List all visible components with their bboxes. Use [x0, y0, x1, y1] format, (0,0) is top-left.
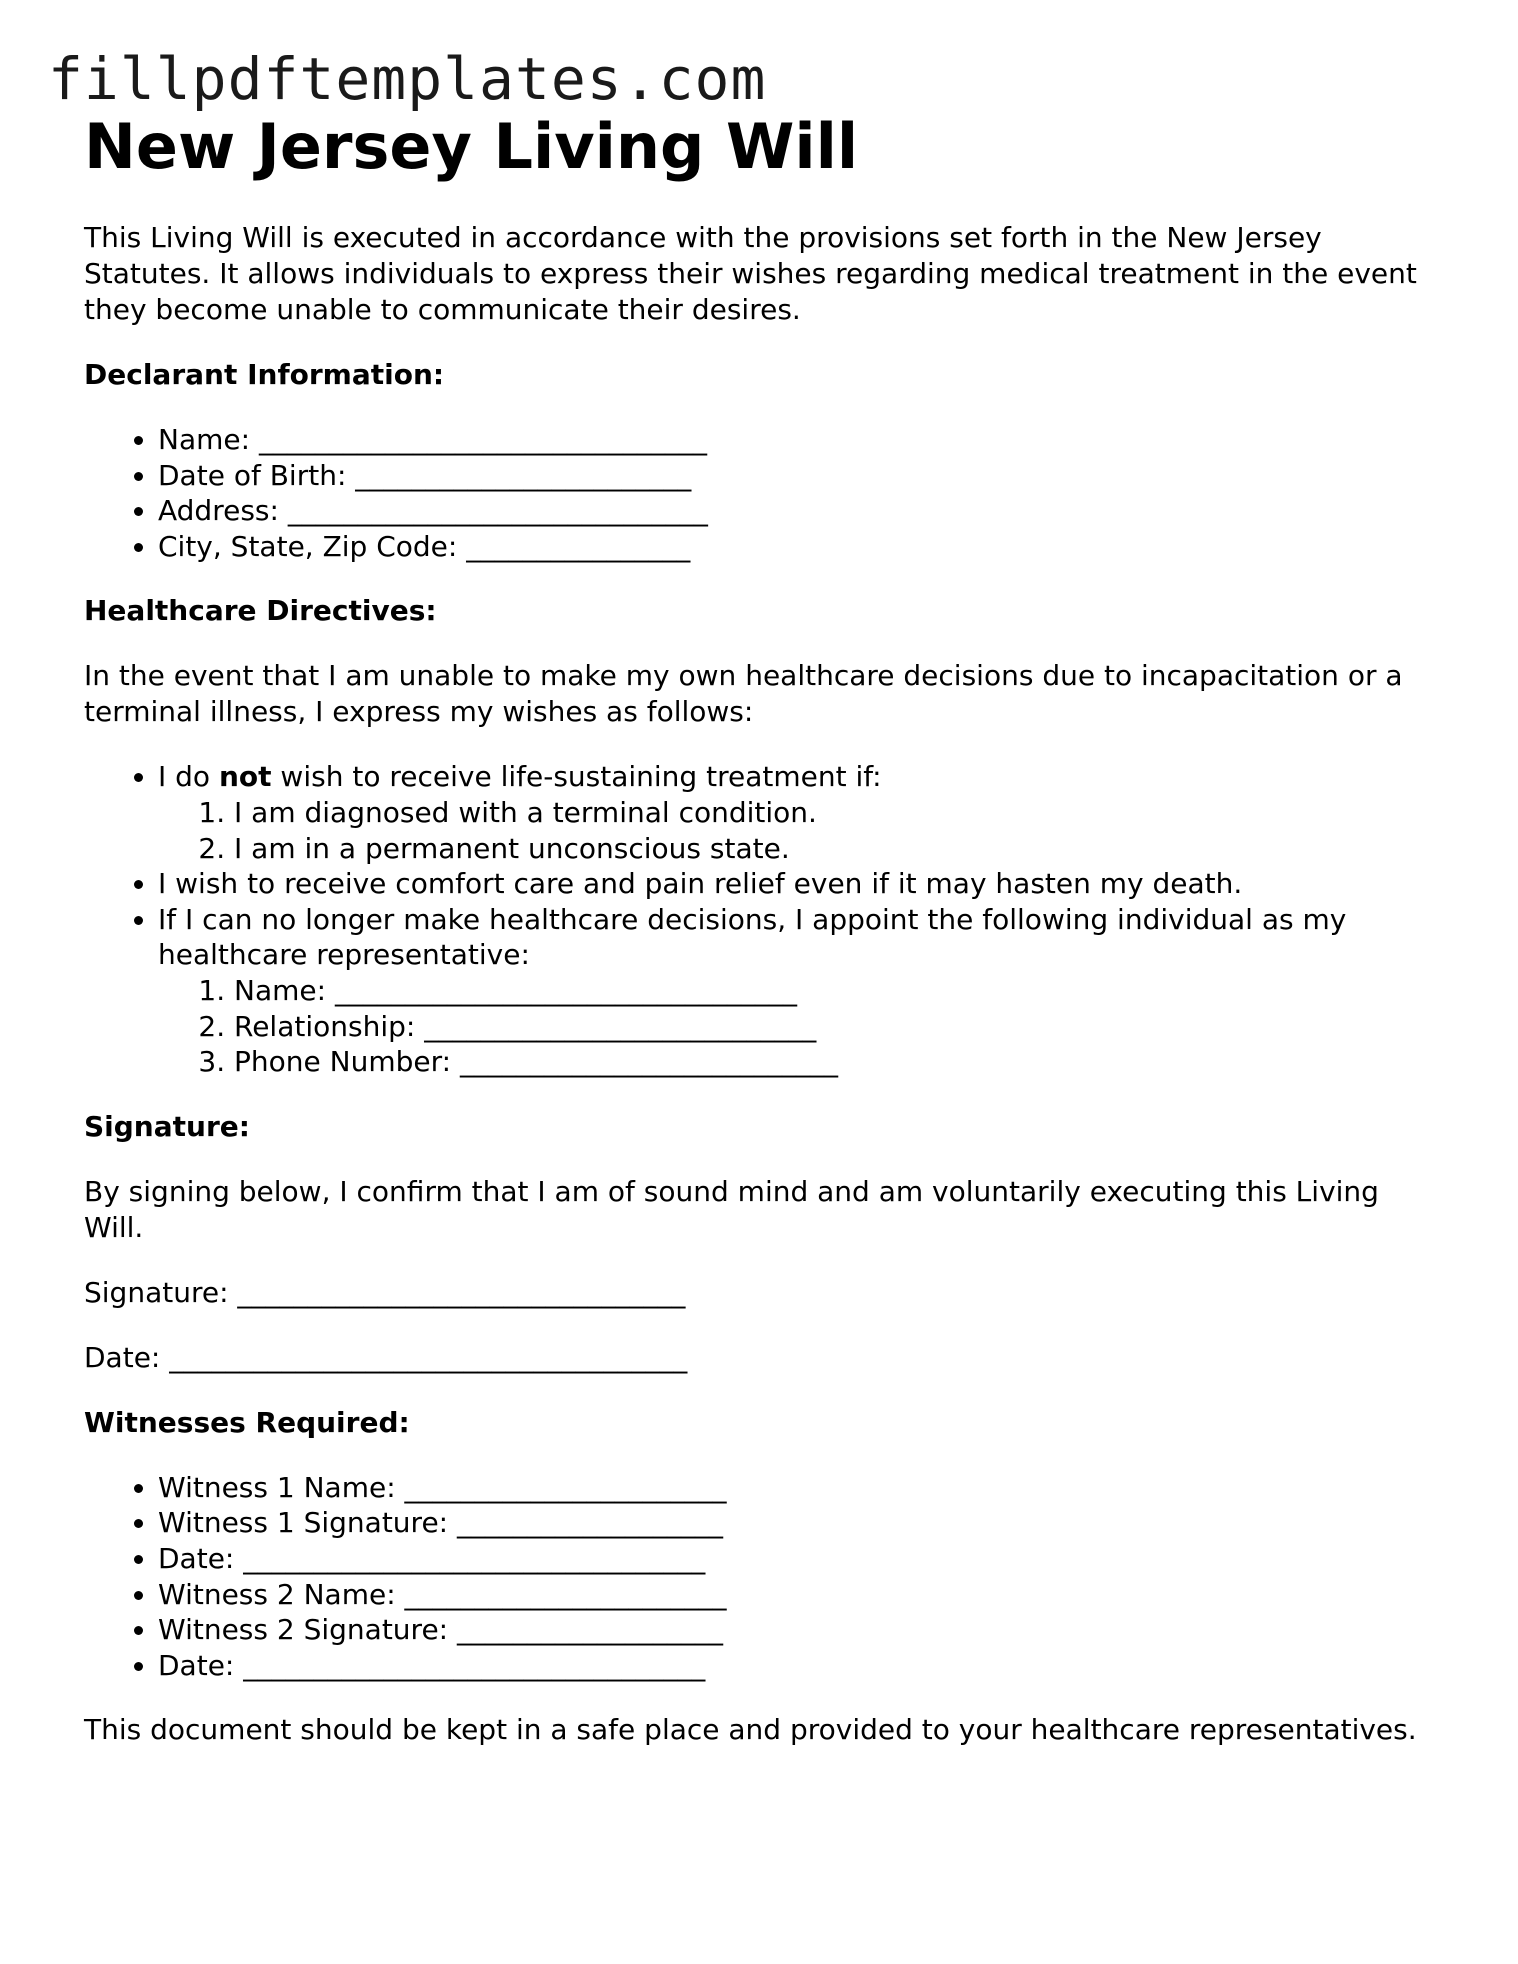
- witness-1-date-field[interactable]: • Date: _________________________________: [158, 1541, 1444, 1577]
- signature-date-field[interactable]: Date: _____________________________________: [84, 1340, 688, 1374]
- declarant-heading: Declarant Information:: [84, 358, 445, 391]
- declarant-address-field[interactable]: • Address: ______________________________: [158, 493, 1444, 529]
- declarant-dob-field[interactable]: • Date of Birth: ________________________: [158, 458, 1444, 494]
- site-watermark: fillpdftemplates.com: [48, 45, 767, 113]
- directive-3-text: If I can no longer make healthcare decisions, I appoint the following individual as my healthcare representative:: [158, 902, 1347, 972]
- witness-2-name-field[interactable]: • Witness 2 Name: _______________________: [158, 1577, 1444, 1613]
- representative-name-field[interactable]: 1. Name: _________________________________: [234, 973, 1444, 1009]
- healthcare-heading: Healthcare Directives:: [84, 594, 437, 628]
- document-title: New Jersey Living Will: [84, 110, 859, 183]
- representative-fields: [158, 973, 1444, 1080]
- directive-representative: [158, 902, 1444, 1080]
- witness-2-signature-field[interactable]: • Witness 2 Signature: ___________________: [158, 1612, 1444, 1648]
- condition-unconscious: 2. I am in a permanent unconscious state.: [234, 831, 1444, 867]
- healthcare-directives-list: [84, 759, 1444, 1079]
- witness-2-date-field[interactable]: • Date: _________________________________: [158, 1648, 1444, 1684]
- living-will-document: [84, 108, 1444, 1748]
- declarant-city-state-zip-field[interactable]: • City, State, Zip Code: ________________: [158, 529, 1444, 565]
- intro-paragraph: This Living Will is executed in accordance with the provisions set forth in the New Jersey Statutes. It allows individuals to express their wishes regarding medical treatment in the event they become unable to communicate their desires.: [84, 221, 1417, 326]
- representative-relationship-field[interactable]: 2. Relationship: ____________________________: [234, 1009, 1444, 1045]
- directive-1-prefix: I do: [158, 760, 219, 794]
- directive-no-life-sustaining: [158, 759, 1444, 866]
- witness-1-name-field[interactable]: • Witness 1 Name: _______________________: [158, 1470, 1444, 1506]
- signature-field[interactable]: Signature: ________________________________: [84, 1275, 686, 1309]
- declarant-name-field[interactable]: • Name: ________________________________: [158, 422, 1444, 458]
- directive-1-conditions: [158, 795, 1444, 866]
- directive-1-emphasis: not: [218, 760, 272, 794]
- declarant-fields-list: [84, 422, 1444, 564]
- directive-1-suffix: wish to receive life-sustaining treatment if:: [271, 760, 882, 794]
- condition-terminal: 1. I am diagnosed with a terminal condition.: [234, 795, 1444, 831]
- witnesses-fields-list: [84, 1470, 1444, 1684]
- directive-comfort-care: • I wish to receive comfort care and pain relief even if it may hasten my death.: [158, 866, 1444, 902]
- witnesses-heading: Witnesses Required:: [84, 1405, 410, 1439]
- witness-1-signature-field[interactable]: • Witness 1 Signature: ___________________: [158, 1505, 1444, 1541]
- signature-statement: By signing below, I confirm that I am of sound mind and am voluntarily executing this Living Will.: [84, 1174, 1379, 1244]
- representative-phone-field[interactable]: 3. Phone Number: ___________________________: [234, 1044, 1444, 1080]
- healthcare-intro-paragraph: In the event that I am unable to make my own healthcare decisions due to incapacitation or a terminal illness, I express my wishes as follows:: [84, 659, 1403, 729]
- closing-paragraph: This document should be kept in a safe place and provided to your healthcare representatives.: [84, 1713, 1417, 1747]
- signature-heading: Signature:: [84, 1109, 250, 1143]
